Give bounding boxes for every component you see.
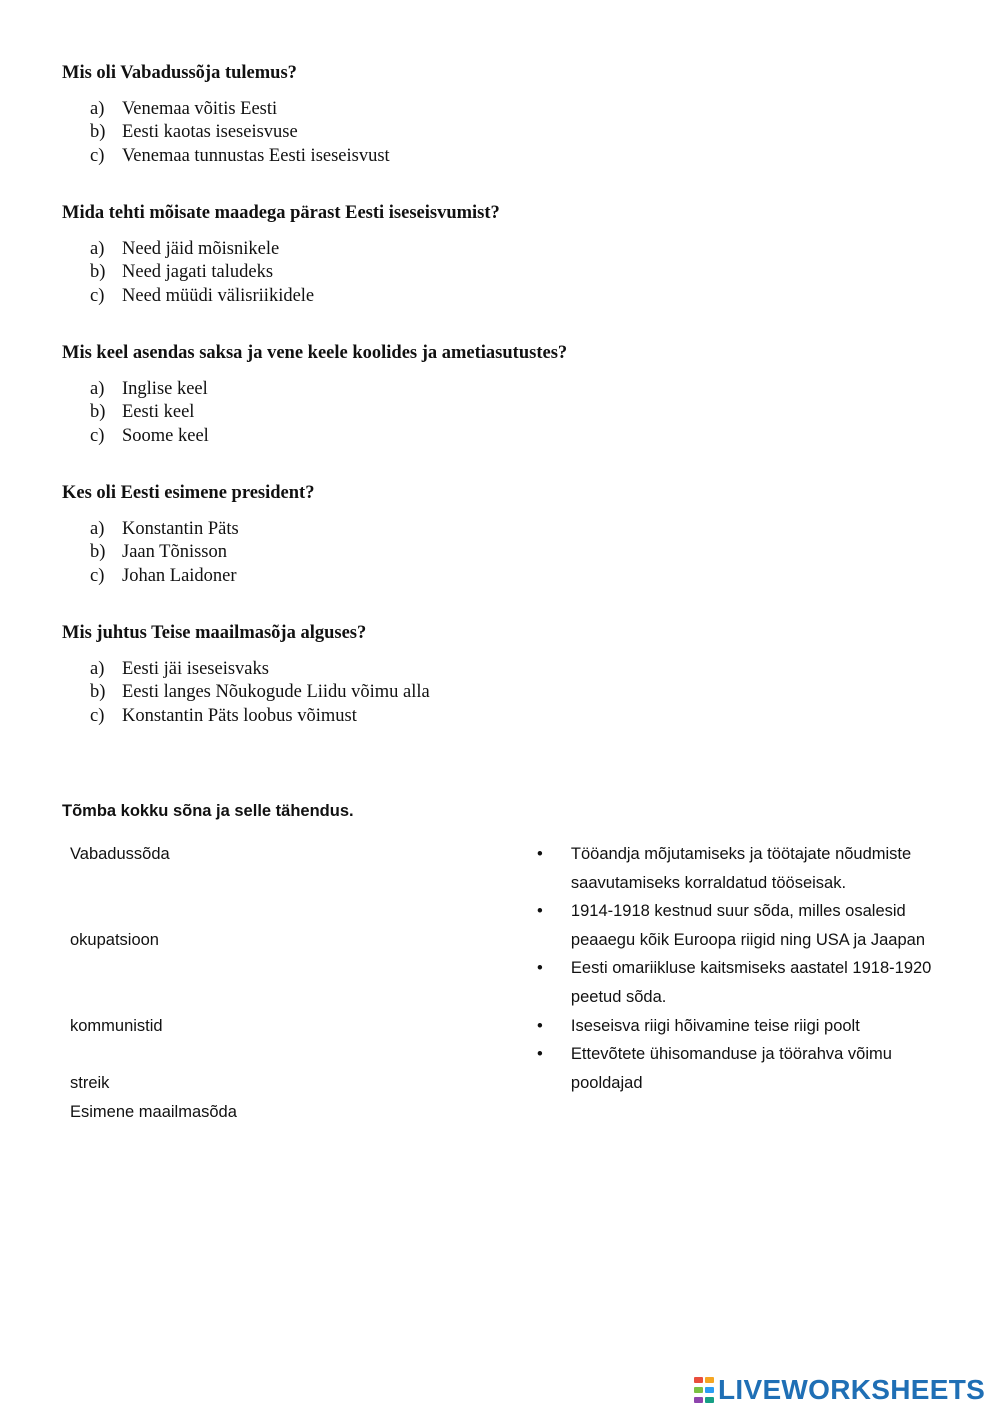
definition-item[interactable]: [535, 840, 935, 897]
option-list: [62, 238, 962, 308]
question-title: Mida tehti mõisate maadega pärast Eesti iseseisvumist?: [62, 203, 500, 223]
question-1: [62, 62, 962, 168]
option-c[interactable]: c) Konstantin Päts loobus võimust: [90, 705, 357, 726]
definition-text: Tööandja mõjutamiseks ja töötajate nõudmiste saavutamiseks korraldatud tööseisak.: [570, 845, 912, 892]
option-c[interactable]: c) Soome keel: [90, 425, 209, 446]
logo-tile: [705, 1377, 714, 1383]
bullet-icon: •: [537, 1045, 543, 1064]
question-title: Mis keel asendas saksa ja vene keele koolides ja ametiasutustes?: [62, 343, 568, 363]
option-c[interactable]: c) Venemaa tunnustas Eesti iseseisvust: [90, 145, 390, 166]
logo-tile: [694, 1397, 703, 1403]
bullet-icon: •: [537, 845, 543, 863]
definition-text: Ettevõtete ühisomanduse ja töörahva võimu pooldajad: [570, 1045, 892, 1092]
option-c[interactable]: c) Need müüdi välisriikidele: [90, 285, 315, 306]
definition-item[interactable]: [535, 1012, 935, 1041]
option-a[interactable]: a) Konstantin Päts: [90, 519, 239, 539]
question-title: Kes oli Eesti esimene president?: [62, 483, 315, 503]
question-4: [62, 482, 962, 588]
logo-tile: [694, 1377, 703, 1383]
option-list: [62, 658, 962, 728]
question-3: [62, 342, 962, 448]
definition-text: Eesti omariikluse kaitsmiseks aastatel 1918-1920 peetud sõda.: [570, 959, 932, 1006]
logo-text: LIVEWORKSHEETS: [718, 1374, 986, 1405]
term-item[interactable]: streik: [70, 1074, 110, 1092]
question-5: [62, 622, 962, 728]
question-2: [62, 202, 962, 308]
option-b[interactable]: b) Eesti keel: [90, 402, 195, 423]
matching-title: Tõmba kokku sõna ja selle tähendus.: [62, 802, 354, 820]
option-b[interactable]: b) Need jagati taludeks: [90, 262, 274, 283]
option-list: [62, 378, 962, 448]
logo-tile: [705, 1387, 714, 1393]
question-title: Mis juhtus Teise maailmasõja alguses?: [62, 623, 367, 643]
option-a[interactable]: a) Need jäid mõisnikele: [90, 239, 280, 259]
term-item[interactable]: kommunistid: [70, 1017, 163, 1035]
logo-tile: [705, 1397, 714, 1403]
definition-list: [535, 840, 935, 1097]
bullet-icon: •: [537, 1016, 543, 1035]
option-a[interactable]: a) Inglise keel: [90, 379, 208, 399]
bullet-icon: •: [537, 902, 543, 921]
definition-item[interactable]: [535, 897, 935, 954]
liveworksheets-logo: [694, 1374, 985, 1406]
option-list: [62, 518, 962, 588]
logo-tile: [694, 1387, 703, 1393]
option-b[interactable]: b) Jaan Tõnisson: [90, 542, 228, 563]
definition-item[interactable]: [535, 954, 935, 1011]
option-a[interactable]: a) Eesti jäi iseseisvaks: [90, 659, 269, 679]
definition-text: 1914-1918 kestnud suur sõda, milles osalesid peaaegu kõik Euroopa riigid ning USA ja Jaapan: [570, 902, 926, 949]
term-item[interactable]: Esimene maailmasõda: [70, 1103, 237, 1121]
term-item[interactable]: okupatsioon: [70, 931, 159, 949]
option-list: [62, 98, 962, 168]
option-b[interactable]: b) Eesti langes Nõukogude Liidu võimu alla: [90, 682, 430, 703]
bullet-icon: •: [537, 959, 543, 978]
option-c[interactable]: c) Johan Laidoner: [90, 565, 237, 586]
option-b[interactable]: b) Eesti kaotas iseseisvuse: [90, 122, 298, 143]
definition-item[interactable]: [535, 1040, 935, 1097]
definition-text: Iseseisva riigi hõivamine teise riigi poolt: [570, 1016, 860, 1035]
option-a[interactable]: a) Venemaa võitis Eesti: [90, 99, 278, 119]
term-item[interactable]: Vabadussõda: [70, 845, 170, 863]
question-title: Mis oli Vabadussõja tulemus?: [62, 63, 297, 83]
logo-mark-icon: [694, 1377, 714, 1403]
